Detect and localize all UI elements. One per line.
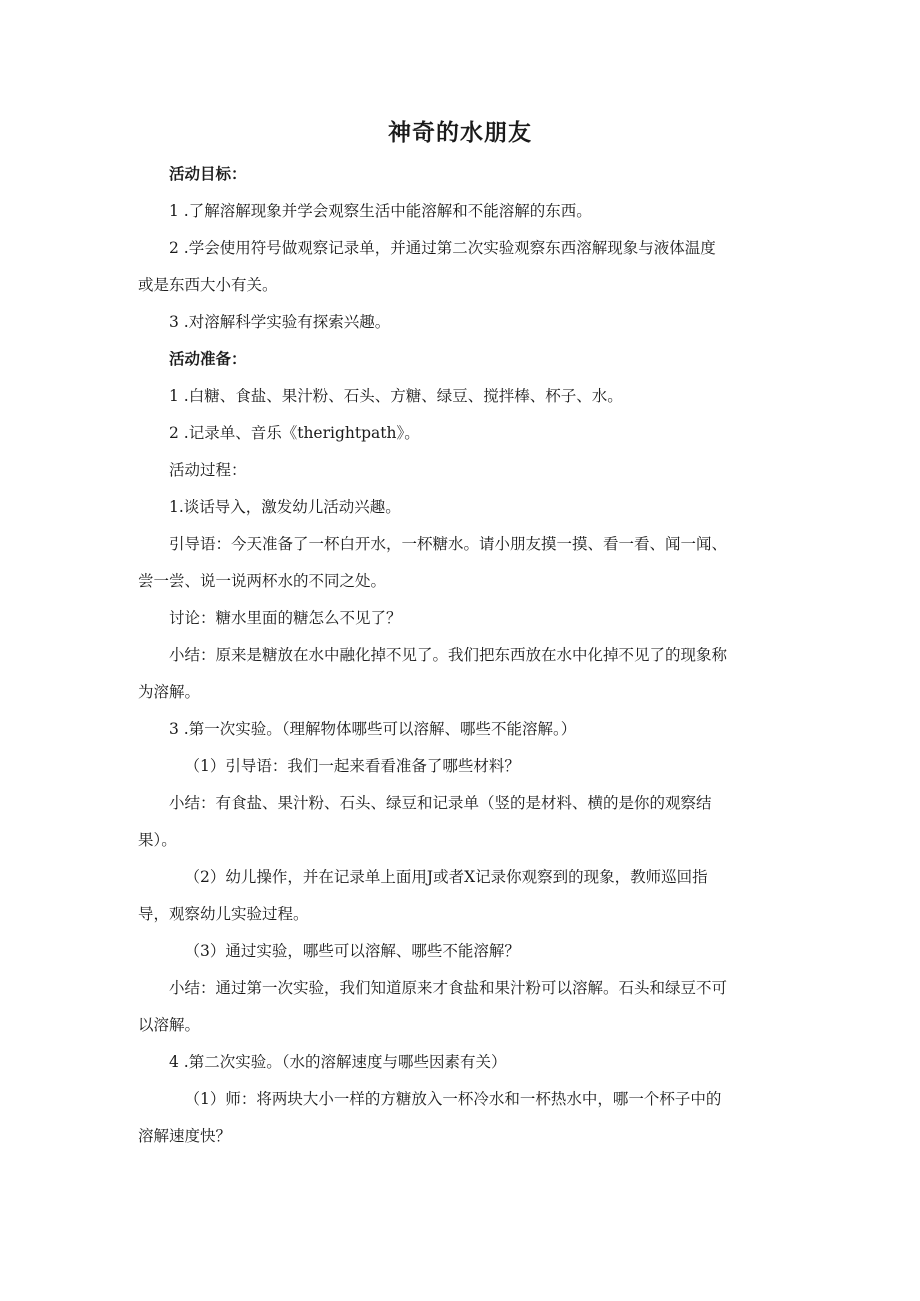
section-heading-goals: 活动目标： (169, 165, 247, 183)
paragraph: 1 .了解溶解现象并学会观察生活中能溶解和不能溶解的东西。 (169, 202, 592, 220)
paragraph-continuation: 导，观察幼儿实验过程。 (138, 905, 309, 923)
paragraph: （1）引导语：我们一起来看看准备了哪些材料？ (184, 757, 520, 775)
paragraph: 引导语：今天准备了一杯白开水，一杯糖水。请小朋友摸一摸、看一看、闻一闻、 (169, 535, 728, 553)
paragraph-continuation: 果）。 (138, 831, 177, 849)
paragraph: 讨论：糖水里面的糖怎么不见了？ (169, 609, 402, 627)
paragraph: 2 .学会使用符号做观察记录单，并通过第二次实验观察东西溶解现象与液体温度 (169, 239, 716, 257)
paragraph: 小结：通过第一次实验，我们知道原来才食盐和果汁粉可以溶解。石头和绿豆不可 (169, 979, 728, 997)
paragraph-continuation: 溶解速度快？ (138, 1127, 232, 1145)
paragraph: 1 .白糖、食盐、果汁粉、石头、方糖、绿豆、搅拌棒、杯子、水。 (169, 387, 623, 405)
section-heading-preparation: 活动准备： (169, 350, 247, 368)
paragraph: 小结：原来是糖放在水中融化掉不见了。我们把东西放在水中化掉不见了的现象称 (169, 646, 728, 664)
paragraph-continuation: 或是东西大小有关。 (138, 276, 278, 294)
paragraph-continuation: 尝一尝、说一说两杯水的不同之处。 (138, 572, 387, 590)
paragraph: 3 .第一次实验。（理解物体哪些可以溶解、哪些不能溶解。） (169, 720, 577, 738)
paragraph: （2）幼儿操作，并在记录单上面用J或者X记录你观察到的现象，教师巡回指 (184, 868, 708, 886)
paragraph: 4 .第二次实验。（水的溶解速度与哪些因素有关） (169, 1053, 507, 1071)
page-title: 神奇的水朋友 (388, 120, 532, 146)
paragraph: （3）通过实验，哪些可以溶解、哪些不能溶解？ (184, 942, 520, 960)
document-body (138, 156, 800, 1155)
paragraph: 2 .记录单、音乐《therightpath》。 (169, 424, 420, 442)
paragraph: 1.谈话导入，激发幼儿活动兴趣。 (169, 498, 401, 516)
paragraph-continuation: 为溶解。 (138, 683, 201, 701)
paragraph: （1）师：将两块大小一样的方糖放入一杯冷水和一杯热水中，哪一个杯子中的 (184, 1090, 722, 1108)
paragraph-continuation: 以溶解。 (138, 1016, 201, 1034)
paragraph: 3 .对溶解科学实验有探索兴趣。 (169, 313, 391, 331)
section-heading-process: 活动过程： (169, 461, 247, 479)
paragraph: 小结：有食盐、果汁粉、石头、绿豆和记录单（竖的是材料、横的是你的观察结 (169, 794, 712, 812)
